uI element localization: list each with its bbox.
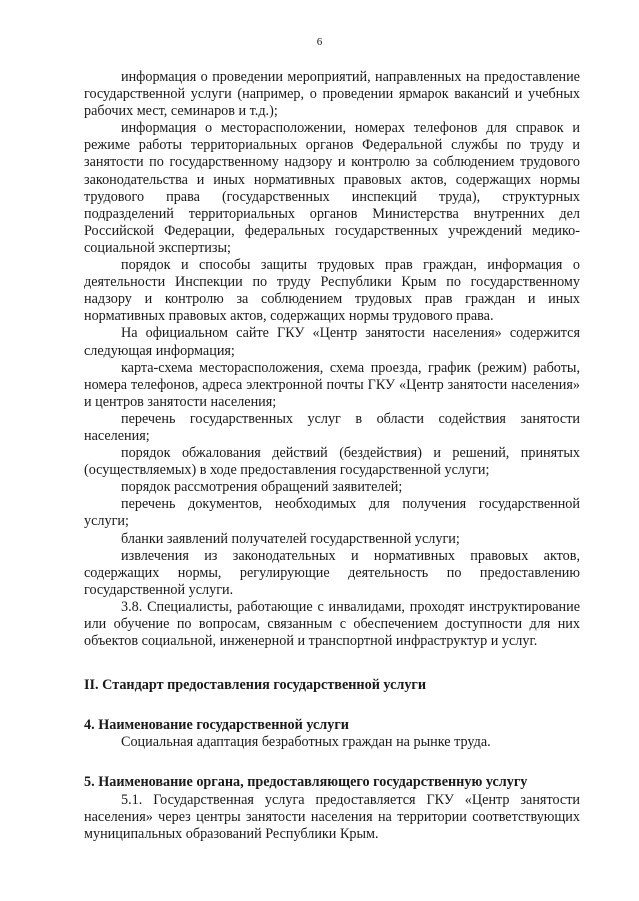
section-2-heading: II. Стандарт предоставления государственной услуги (84, 677, 427, 694)
paragraph-labor-rights: порядок и способы защиты трудовых прав граждан, информация о деятельности Инспекции по труду Республики Крым по государственному надзору и контролю за соблюдением трудовых прав граждан и иных нормативных правовых актов, содержащих нормы трудового права. (84, 257, 580, 325)
paragraph-appeal-procedure: порядок обжалования действий (бездействия) и решений, принятых (осуществляемых) в ходе предоставления государственной услуги; (84, 445, 580, 479)
paragraph-complaints-procedure: порядок рассмотрения обращений заявителей; (121, 479, 403, 496)
paragraph-location-info: информация о месторасположении, номерах телефонов для справок и режиме работы территориальных органов Федеральной службы по труду и занятости по государственному надзору и контролю за соблюдением трудового законодательства и иных нормативных правовых актов, содержащих нормы трудового права (государственных инспекций труда), структурных подразделений территориальных органов Министерства внутренних дел Российской Федерации, федеральных государственных учреждений медико-социальной экспертизы; (84, 120, 580, 256)
section-4-heading: 4. Наименование государственной услуги (84, 717, 349, 734)
section-5-heading: 5. Наименование органа, предоставляющего государственную услугу (84, 774, 528, 791)
paragraph-3-8: 3.8. Специалисты, работающие с инвалидами, проходят инструктирование или обучение по вопросам, связанным с обеспечением доступности для них объектов социальной, инженерной и транспортной инфраструктур и услуг. (84, 598, 580, 650)
section-5-text: 5.1. Государственная услуга предоставляется ГКУ «Центр занятости населения» через центры занятости населения на территории соответствующих муниципальных образований Республики Крым. (84, 791, 580, 842)
paragraph-application-forms: бланки заявлений получателей государственной услуги; (121, 530, 460, 547)
paragraph-official-site: На официальном сайте ГКУ «Центр занятости населения» содержится следующая информация; (84, 325, 580, 359)
section-4-text: Социальная адаптация безработных граждан на рынке труда. (121, 734, 491, 751)
paragraph-documents-list: перечень документов, необходимых для получения государственной услуги; (84, 496, 580, 530)
paragraph-legal-extracts: извлечения из законодательных и нормативных правовых актов, содержащих нормы, регулирующие деятельность по предоставлению государственной услуги. (84, 547, 580, 598)
document-body (84, 69, 580, 843)
page-number: 6 (316, 36, 323, 48)
paragraph-services-list: перечень государственных услуг в области содействия занятости населения; (84, 410, 580, 444)
paragraph-events-info: информация о проведении мероприятий, направленных на предоставление государственной услуги (например, о проведении ярмарок вакансий и учебных рабочих мест, семинаров и т.д.); (84, 69, 580, 120)
paragraph-map-scheme: карта-схема месторасположения, схема проезда, график (режим) работы, номера телефонов, адреса электронной почты ГКУ «Центр занятости населения» и центров занятости населения; (84, 359, 580, 410)
